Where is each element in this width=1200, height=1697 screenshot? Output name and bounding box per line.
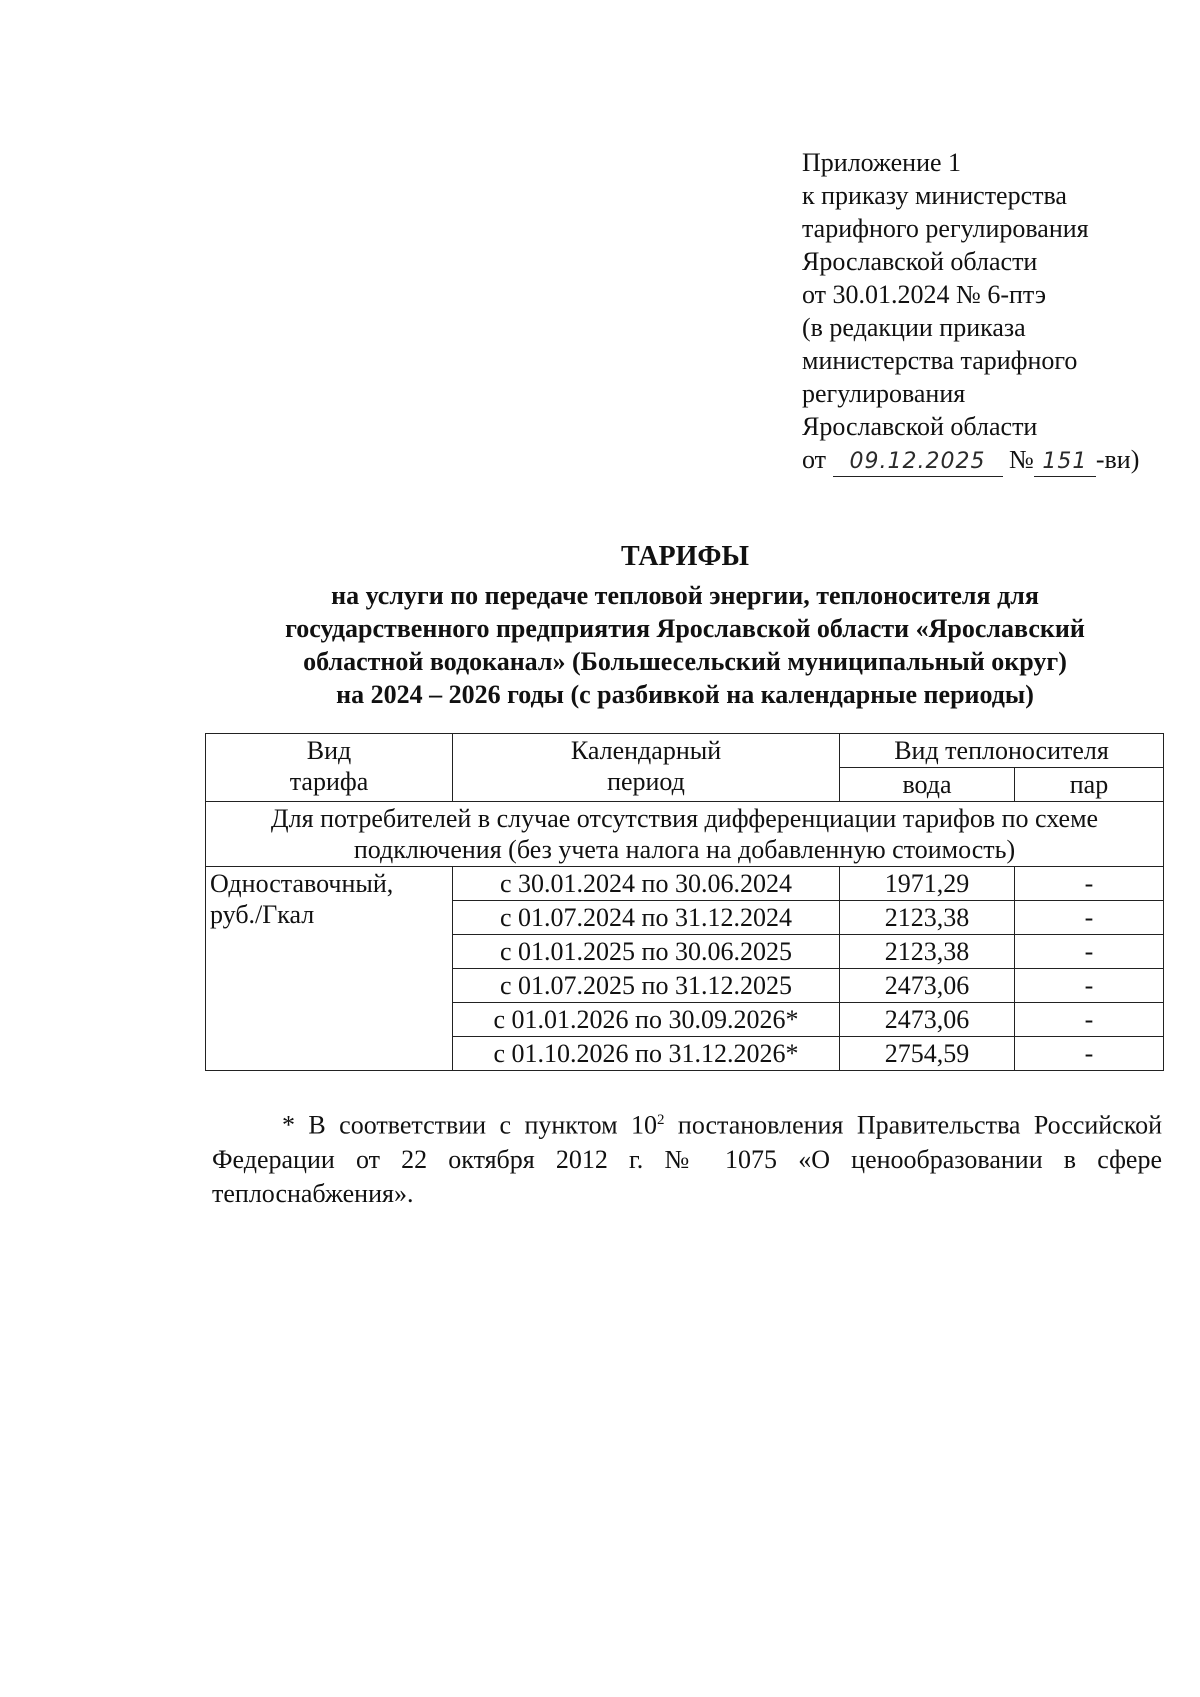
header-carrier: Вид теплоносителя — [840, 734, 1164, 768]
period-cell: с 01.07.2024 по 31.12.2024 — [453, 901, 840, 935]
header-text: период — [607, 767, 685, 796]
water-value-cell: 2123,38 — [840, 935, 1015, 969]
steam-value-cell: - — [1015, 969, 1164, 1003]
water-value-cell: 2754,59 — [840, 1037, 1015, 1071]
table-section-row — [206, 802, 1164, 867]
steam-value-cell: - — [1015, 935, 1164, 969]
header-text: тарифа — [289, 767, 369, 796]
period-cell: с 01.07.2025 по 31.12.2025 — [453, 969, 840, 1003]
tariff-name: Одноставочный, — [210, 869, 394, 898]
period-cell: с 01.10.2026 по 31.12.2026* — [453, 1037, 840, 1071]
header-period — [453, 734, 840, 802]
title-main: ТАРИФЫ — [621, 541, 749, 572]
water-value-cell: 2473,06 — [840, 969, 1015, 1003]
title-line: государственного предприятия Ярославской области «Ярославский — [285, 614, 1085, 643]
table-row — [206, 867, 1164, 901]
title-line: на 2024 – 2026 годы (с разбивкой на календарные периоды) — [336, 680, 1034, 709]
header-steam: пар — [1015, 768, 1164, 802]
title-line: областной водоканал» (Большесельский муниципальный округ) — [303, 647, 1067, 676]
appendix-line: Ярославской области — [802, 247, 1038, 276]
document-title — [180, 539, 1190, 711]
appendix-line: от 30.01.2024 № 6-птэ — [802, 280, 1047, 309]
appendix-line: (в редакции приказа — [802, 313, 1026, 342]
appendix-line: министерства тарифного — [802, 346, 1078, 375]
tariff-unit: руб./Гкал — [210, 900, 315, 929]
footnote-superscript: 2 — [657, 1112, 665, 1128]
appendix-line: Ярославской области — [802, 412, 1038, 441]
header-text: Вид — [306, 736, 352, 765]
water-value-cell: 2123,38 — [840, 901, 1015, 935]
water-value-cell: 1971,29 — [840, 867, 1015, 901]
section-title: Для потребителей в случае отсутствия дифференциации тарифов по схеме подключения (без учета налога на добавленную стоимость) — [206, 802, 1164, 867]
amendment-prefix: от — [802, 445, 827, 474]
footnote — [212, 1103, 1162, 1211]
appendix-line: Приложение 1 — [802, 148, 962, 177]
steam-value-cell: - — [1015, 867, 1164, 901]
period-cell: с 30.01.2024 по 30.06.2024 — [453, 867, 840, 901]
handwritten-number: 151 — [1034, 448, 1096, 477]
footnote-text-start: * В соответствии с пунктом 10 — [282, 1110, 657, 1140]
water-value-cell: 2473,06 — [840, 1003, 1015, 1037]
steam-value-cell: - — [1015, 1037, 1164, 1071]
appendix-line: тарифного регулирования — [802, 214, 1089, 243]
appendix-line: регулирования — [802, 379, 966, 408]
tariff-type-cell — [206, 867, 453, 1071]
tariff-table — [205, 733, 1164, 1071]
period-cell: с 01.01.2026 по 30.09.2026* — [453, 1003, 840, 1037]
header-water: вода — [840, 768, 1015, 802]
number-sign: № — [1009, 445, 1034, 474]
header-tariff-type — [206, 734, 453, 802]
amendment-reference-line — [802, 443, 1139, 477]
amendment-suffix: -ви) — [1095, 445, 1140, 474]
handwritten-date: 09.12.2025 — [833, 448, 1003, 477]
table-header-row — [206, 734, 1164, 768]
footnote-text-end: постановления Правительства Российской Федерации от 22 октября 2012 г. № 1075 «О ценообразовании в сфере теплоснабжения». — [212, 1110, 1162, 1208]
appendix-header — [802, 146, 1139, 477]
period-cell: с 01.01.2025 по 30.06.2025 — [453, 935, 840, 969]
title-line: на услуги по передаче тепловой энергии, теплоносителя для — [331, 581, 1039, 610]
steam-value-cell: - — [1015, 1003, 1164, 1037]
appendix-line: к приказу министерства — [802, 181, 1067, 210]
steam-value-cell: - — [1015, 901, 1164, 935]
header-text: Календарный — [570, 736, 722, 765]
